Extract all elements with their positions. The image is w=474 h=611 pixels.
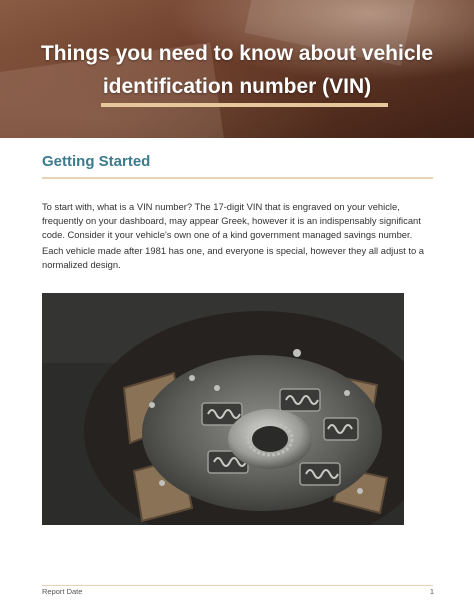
title-underline [101, 103, 388, 107]
section-divider [42, 177, 433, 179]
clutch-disc-photo [42, 293, 404, 525]
clutch-disc-illustration [42, 293, 404, 525]
header-banner [0, 0, 474, 138]
footer-report-date: Report Date [42, 587, 83, 596]
page-title: Things you need to know about vehicle identification number (VIN) [40, 42, 434, 98]
paragraph-intro: To start with, what is a VIN number? The 17-digit VIN that is engraved on your vehicle, frequently on your dashboard, may appear Greek, however it is an indispensably significant code. Consider it your vehicle's own one of a kind government managed savings number. [42, 201, 421, 240]
paragraph-details: Each vehicle made after 1981 has one, and everyone is special, however they all adjust to a normalized design. [42, 245, 425, 270]
section-heading: Getting Started [42, 153, 151, 170]
footer-divider [42, 585, 433, 586]
footer-page-number: 1 [429, 587, 434, 596]
